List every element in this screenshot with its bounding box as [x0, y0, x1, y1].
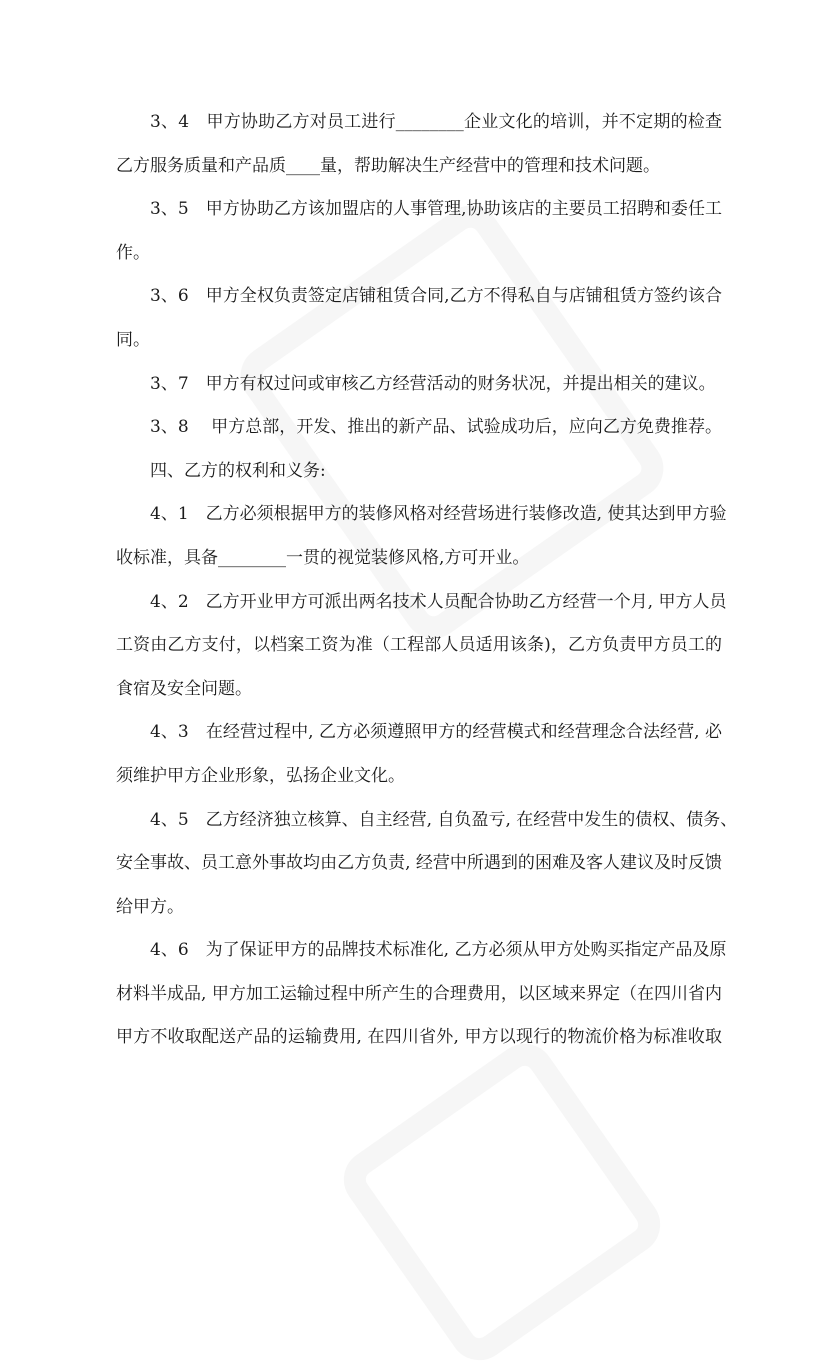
text-line: 3、5 甲方协助乙方该加盟店的人事管理,协助该店的主要员工招聘和委任工	[150, 199, 722, 220]
text-line: 甲方不收取配送产品的运输费用, 在四川省外, 甲方以现行的物流价格为标准收取	[116, 1027, 722, 1048]
text-line: 收标准，具备________一贯的视觉装修风格,方可开业。	[116, 547, 530, 568]
text-line: 工资由乙方支付，以档案工资为准（工程部人员适用该条)，乙方负责甲方员工的	[116, 635, 722, 656]
text-line: 4、2 乙方开业甲方可派出两名技术人员配合协助乙方经营一个月, 甲方人员	[150, 591, 727, 612]
text-line: 食宿及安全问题。	[116, 678, 252, 699]
text-line: 作。	[116, 242, 150, 263]
document-body	[116, 108, 738, 1067]
text-line: 4、1 乙方必须根据甲方的装修风格对经营场进行装修改造, 使其达到甲方验	[150, 504, 727, 525]
text-line: 3、6 甲方全权负责签定店铺租赁合同,乙方不得私自与店铺租赁方签约该合	[150, 286, 722, 307]
text-line: 3、8 甲方总部，开发、推出的新产品、试验成功后，应向乙方免费推荐。	[150, 417, 722, 438]
text-line: 安全事故、员工意外事故均由乙方负责, 经营中所遇到的困难及客人建议及时反馈	[116, 853, 722, 874]
text-line: 4、5 乙方经济独立核算、自主经营, 自负盈亏, 在经营中发生的债权、债务、	[150, 809, 738, 830]
text-line: 乙方服务质量和产品质____量，帮助解决生产经营中的管理和技术问题。	[116, 155, 660, 176]
text-line: 4、3 在经营过程中, 乙方必须遵照甲方的经营模式和经营理念合法经营, 必	[150, 722, 722, 743]
text-line: 3、7 甲方有权过问或审核乙方经营活动的财务状况，并提出相关的建议。	[150, 373, 716, 394]
text-line: 3、4 甲方协助乙方对员工进行________企业文化的培训，并不定期的检查	[150, 112, 722, 132]
text-line: 4、6 为了保证甲方的品牌技术标准化, 乙方必须从甲方处购买指定产品及原	[150, 940, 727, 961]
watermark	[332, 1032, 672, 1372]
text-line: 同。	[116, 329, 150, 350]
text-line: 须维护甲方企业形象，弘扬企业文化。	[116, 765, 405, 786]
text-line: 给甲方。	[116, 896, 184, 917]
text-line: 材料半成品, 甲方加工运输过程中所产生的合理费用，以区域来界定（在四川省内	[116, 983, 722, 1004]
text-line: 四、乙方的权利和义务:	[150, 460, 326, 481]
